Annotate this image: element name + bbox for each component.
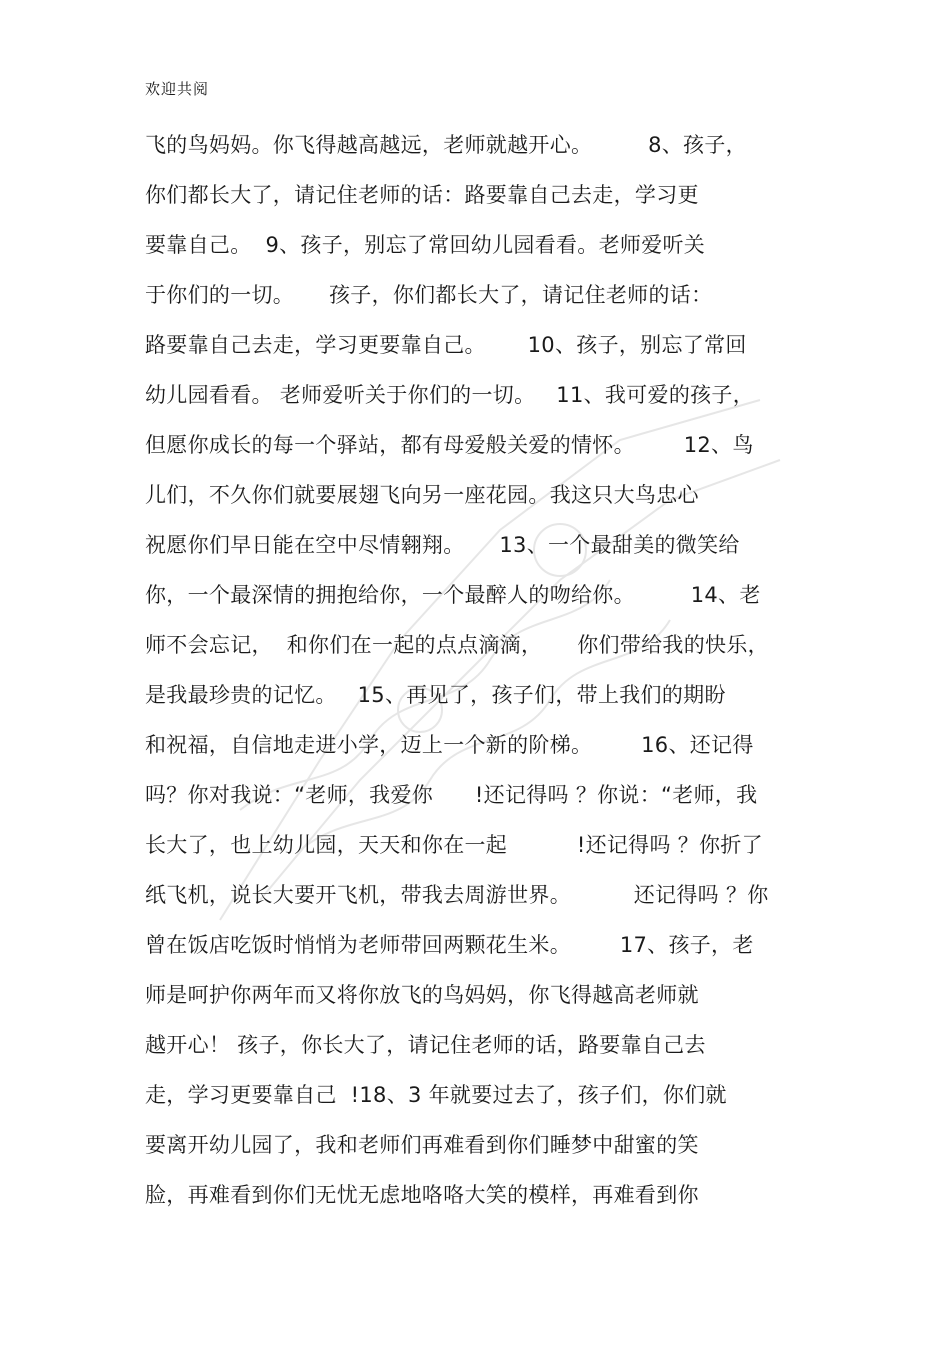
body-text [145, 128, 845, 1228]
text-line: 脸，再难看到你们无忧无虑地咯咯大笑的模样，再难看到你 [145, 1183, 699, 1207]
text-line: 是我最珍贵的记忆。 15、再见了，孩子们，带上我们的期盼 [145, 683, 726, 707]
text-line: 飞的鸟妈妈。你飞得越高越远，老师就越开心。 8、孩子， [145, 133, 747, 157]
text-line: 和祝福，自信地走进小学，迈上一个新的阶梯。 16、还记得 [145, 733, 754, 757]
text-line: 但愿你成长的每一个驿站，都有母爱般关爱的情怀。 12、鸟 [145, 433, 754, 457]
text-line: 长大了，也上幼儿园，天天和你在一起 !还记得吗 ？你折了 [145, 833, 763, 857]
text-line: 幼儿园看看。 老师爱听关于你们的一切。 11、我可爱的孩子， [145, 383, 755, 407]
text-line: 你，一个最深情的拥抱给你，一个最醉人的吻给你。 14、老 [145, 583, 761, 607]
text-line: 祝愿你们早日能在空中尽情翱翔。 13、一个最甜美的微笑给 [145, 533, 740, 557]
text-line: 吗？你对我说：“老师，我爱你 !还记得吗 ？你说：“老师，我 [145, 783, 758, 807]
text-line: 要靠自己。 9、孩子，别忘了常回幼儿园看看。老师爱听关 [145, 233, 706, 257]
text-line: 越开心！ 孩子，你长大了，请记住老师的话，路要靠自己去 [145, 1033, 706, 1057]
text-line: 走，学习更要靠自己 !18、3 年就要过去了，孩子们，你们就 [145, 1083, 727, 1107]
text-line: 你们都长大了，请记住老师的话：路要靠自己去走，学习更 [145, 183, 699, 207]
text-line: 师不会忘记， 和你们在一起的点点滴滴， 你们带给我的快乐， [145, 633, 769, 657]
text-line: 儿们，不久你们就要展翅飞向另一座花园。我这只大鸟忠心 [145, 483, 699, 507]
text-line: 于你们的一切。 孩子，你们都长大了，请记住老师的话： [145, 283, 713, 307]
text-line: 曾在饭店吃饭时悄悄为老师带回两颗花生米。 17、孩子，老 [145, 933, 754, 957]
text-line: 师是呵护你两年而又将你放飞的鸟妈妈，你飞得越高老师就 [145, 983, 699, 1007]
page-header: 欢迎共阅 [145, 80, 210, 98]
text-line: 纸飞机，说长大要开飞机，带我去周游世界。 还记得吗 ？你 [145, 883, 769, 907]
text-line: 路要靠自己去走，学习更要靠自己。 10、孩子，别忘了常回 [145, 333, 747, 357]
text-line: 要离开幼儿园了，我和老师们再难看到你们睡梦中甜蜜的笑 [145, 1133, 699, 1157]
